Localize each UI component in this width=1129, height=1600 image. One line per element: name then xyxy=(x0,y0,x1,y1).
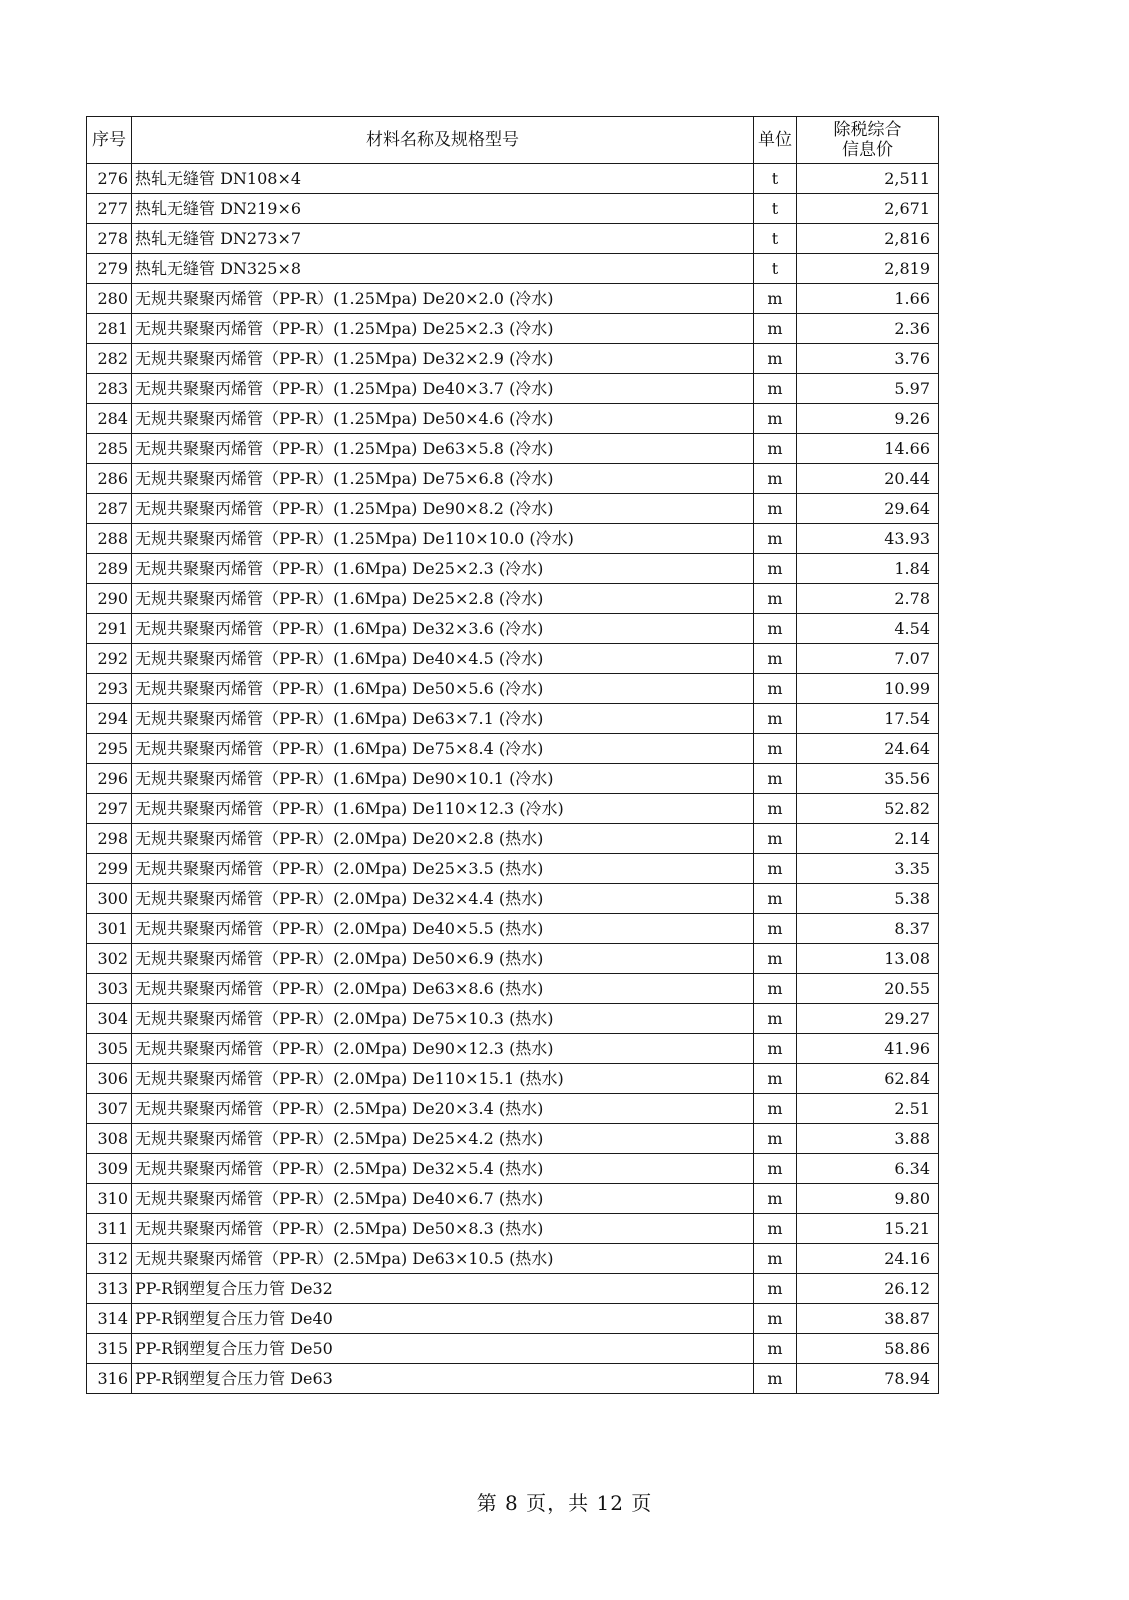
row-name: 无规共聚聚丙烯管（PP-R）(2.5Mpa) De63×10.5 (热水) xyxy=(132,1244,754,1274)
row-unit: m xyxy=(754,1334,797,1364)
row-name: 无规共聚聚丙烯管（PP-R）(2.0Mpa) De63×8.6 (热水) xyxy=(132,974,754,1004)
row-seq: 293 xyxy=(87,674,132,704)
row-price: 4.54 xyxy=(797,614,939,644)
page-number: 第 8 页，共 12 页 xyxy=(476,1491,653,1515)
table-row xyxy=(87,344,939,374)
row-name: 无规共聚聚丙烯管（PP-R）(2.5Mpa) De40×6.7 (热水) xyxy=(132,1184,754,1214)
price-table xyxy=(86,116,939,1394)
row-price: 58.86 xyxy=(797,1334,939,1364)
row-name: 无规共聚聚丙烯管（PP-R）(1.6Mpa) De90×10.1 (冷水) xyxy=(132,764,754,794)
row-unit: m xyxy=(754,1304,797,1334)
row-seq: 298 xyxy=(87,824,132,854)
row-seq: 299 xyxy=(87,854,132,884)
row-unit: t xyxy=(754,254,797,284)
row-unit: m xyxy=(754,434,797,464)
row-price: 29.27 xyxy=(797,1004,939,1034)
row-unit: m xyxy=(754,1034,797,1064)
row-name: PP-R钢塑复合压力管 De50 xyxy=(132,1334,754,1364)
row-price: 5.38 xyxy=(797,884,939,914)
table-row xyxy=(87,674,939,704)
row-seq: 276 xyxy=(87,164,132,194)
row-name: 无规共聚聚丙烯管（PP-R）(1.25Mpa) De20×2.0 (冷水) xyxy=(132,284,754,314)
table-row xyxy=(87,314,939,344)
row-seq: 285 xyxy=(87,434,132,464)
table-row xyxy=(87,434,939,464)
row-seq: 307 xyxy=(87,1094,132,1124)
row-unit: m xyxy=(754,464,797,494)
row-name: 无规共聚聚丙烯管（PP-R）(1.25Mpa) De110×10.0 (冷水) xyxy=(132,524,754,554)
row-seq: 308 xyxy=(87,1124,132,1154)
row-seq: 277 xyxy=(87,194,132,224)
row-unit: t xyxy=(754,194,797,224)
row-seq: 278 xyxy=(87,224,132,254)
table-row xyxy=(87,1244,939,1274)
row-seq: 290 xyxy=(87,584,132,614)
row-price: 35.56 xyxy=(797,764,939,794)
row-name: 无规共聚聚丙烯管（PP-R）(2.0Mpa) De25×3.5 (热水) xyxy=(132,854,754,884)
row-price: 17.54 xyxy=(797,704,939,734)
row-price: 15.21 xyxy=(797,1214,939,1244)
row-unit: m xyxy=(754,1094,797,1124)
row-name: PP-R钢塑复合压力管 De32 xyxy=(132,1274,754,1304)
row-name: 热轧无缝管 DN273×7 xyxy=(132,224,754,254)
row-name: 无规共聚聚丙烯管（PP-R）(2.0Mpa) De32×4.4 (热水) xyxy=(132,884,754,914)
row-unit: m xyxy=(754,1124,797,1154)
row-seq: 297 xyxy=(87,794,132,824)
table-row xyxy=(87,554,939,584)
row-unit: m xyxy=(754,644,797,674)
table-row xyxy=(87,1184,939,1214)
table-body xyxy=(87,164,939,1394)
table-row xyxy=(87,974,939,1004)
row-seq: 287 xyxy=(87,494,132,524)
row-price: 24.64 xyxy=(797,734,939,764)
row-seq: 279 xyxy=(87,254,132,284)
row-unit: m xyxy=(754,374,797,404)
table-row xyxy=(87,1274,939,1304)
row-unit: m xyxy=(754,554,797,584)
table-row xyxy=(87,494,939,524)
row-seq: 306 xyxy=(87,1064,132,1094)
row-name: 无规共聚聚丙烯管（PP-R）(2.5Mpa) De32×5.4 (热水) xyxy=(132,1154,754,1184)
row-price: 2.36 xyxy=(797,314,939,344)
row-unit: m xyxy=(754,344,797,374)
row-seq: 310 xyxy=(87,1184,132,1214)
row-price: 2.78 xyxy=(797,584,939,614)
row-seq: 291 xyxy=(87,614,132,644)
row-price: 2,816 xyxy=(797,224,939,254)
table-row xyxy=(87,914,939,944)
row-price: 13.08 xyxy=(797,944,939,974)
row-seq: 311 xyxy=(87,1214,132,1244)
row-price: 2,671 xyxy=(797,194,939,224)
row-unit: m xyxy=(754,854,797,884)
row-price: 9.26 xyxy=(797,404,939,434)
row-name: 无规共聚聚丙烯管（PP-R）(1.25Mpa) De40×3.7 (冷水) xyxy=(132,374,754,404)
row-seq: 300 xyxy=(87,884,132,914)
row-price: 29.64 xyxy=(797,494,939,524)
row-unit: m xyxy=(754,734,797,764)
row-seq: 288 xyxy=(87,524,132,554)
table-row xyxy=(87,704,939,734)
row-unit: m xyxy=(754,764,797,794)
row-price: 20.44 xyxy=(797,464,939,494)
row-unit: m xyxy=(754,314,797,344)
row-name: 无规共聚聚丙烯管（PP-R）(2.5Mpa) De25×4.2 (热水) xyxy=(132,1124,754,1154)
header-name: 材料名称及规格型号 xyxy=(132,117,754,164)
header-price xyxy=(797,117,939,164)
table-row xyxy=(87,164,939,194)
row-price: 1.84 xyxy=(797,554,939,584)
row-name: 无规共聚聚丙烯管（PP-R）(1.6Mpa) De63×7.1 (冷水) xyxy=(132,704,754,734)
row-price: 6.34 xyxy=(797,1154,939,1184)
row-name: 无规共聚聚丙烯管（PP-R）(1.6Mpa) De25×2.8 (冷水) xyxy=(132,584,754,614)
row-seq: 281 xyxy=(87,314,132,344)
header-seq: 序号 xyxy=(87,117,132,164)
row-seq: 284 xyxy=(87,404,132,434)
row-seq: 305 xyxy=(87,1034,132,1064)
row-price: 20.55 xyxy=(797,974,939,1004)
row-name: 无规共聚聚丙烯管（PP-R）(1.25Mpa) De50×4.6 (冷水) xyxy=(132,404,754,434)
row-name: 无规共聚聚丙烯管（PP-R）(1.6Mpa) De75×8.4 (冷水) xyxy=(132,734,754,764)
row-unit: m xyxy=(754,674,797,704)
row-seq: 283 xyxy=(87,374,132,404)
row-seq: 292 xyxy=(87,644,132,674)
row-unit: m xyxy=(754,1004,797,1034)
row-name: 无规共聚聚丙烯管（PP-R）(1.25Mpa) De25×2.3 (冷水) xyxy=(132,314,754,344)
row-seq: 309 xyxy=(87,1154,132,1184)
row-name: 热轧无缝管 DN219×6 xyxy=(132,194,754,224)
row-price: 2.14 xyxy=(797,824,939,854)
row-name: 无规共聚聚丙烯管（PP-R）(2.0Mpa) De20×2.8 (热水) xyxy=(132,824,754,854)
row-price: 9.80 xyxy=(797,1184,939,1214)
table-row xyxy=(87,1034,939,1064)
row-unit: m xyxy=(754,974,797,1004)
table-row xyxy=(87,944,939,974)
row-name: 无规共聚聚丙烯管（PP-R）(2.0Mpa) De110×15.1 (热水) xyxy=(132,1064,754,1094)
row-price: 2,819 xyxy=(797,254,939,284)
row-price: 78.94 xyxy=(797,1364,939,1394)
row-name: 无规共聚聚丙烯管（PP-R）(1.6Mpa) De50×5.6 (冷水) xyxy=(132,674,754,704)
row-name: 热轧无缝管 DN325×8 xyxy=(132,254,754,284)
row-price: 2,511 xyxy=(797,164,939,194)
header-row xyxy=(87,117,939,164)
row-name: 无规共聚聚丙烯管（PP-R）(1.6Mpa) De110×12.3 (冷水) xyxy=(132,794,754,824)
row-unit: m xyxy=(754,1214,797,1244)
row-unit: m xyxy=(754,794,797,824)
row-seq: 304 xyxy=(87,1004,132,1034)
row-seq: 314 xyxy=(87,1304,132,1334)
row-seq: 302 xyxy=(87,944,132,974)
row-price: 3.35 xyxy=(797,854,939,884)
row-seq: 289 xyxy=(87,554,132,584)
row-unit: t xyxy=(754,224,797,254)
table-row xyxy=(87,1214,939,1244)
row-unit: m xyxy=(754,1184,797,1214)
row-unit: m xyxy=(754,524,797,554)
row-seq: 294 xyxy=(87,704,132,734)
table-row xyxy=(87,584,939,614)
row-name: PP-R钢塑复合压力管 De63 xyxy=(132,1364,754,1394)
row-unit: t xyxy=(754,164,797,194)
table-row xyxy=(87,614,939,644)
row-price: 52.82 xyxy=(797,794,939,824)
table-row xyxy=(87,1094,939,1124)
row-name: 无规共聚聚丙烯管（PP-R）(1.25Mpa) De90×8.2 (冷水) xyxy=(132,494,754,524)
row-price: 3.76 xyxy=(797,344,939,374)
header-price-line1: 除税综合 xyxy=(833,120,902,140)
row-price: 5.97 xyxy=(797,374,939,404)
row-name: 无规共聚聚丙烯管（PP-R）(2.0Mpa) De50×6.9 (热水) xyxy=(132,944,754,974)
row-unit: m xyxy=(754,914,797,944)
row-name: 无规共聚聚丙烯管（PP-R）(1.25Mpa) De63×5.8 (冷水) xyxy=(132,434,754,464)
row-name: 无规共聚聚丙烯管（PP-R）(1.25Mpa) De32×2.9 (冷水) xyxy=(132,344,754,374)
row-unit: m xyxy=(754,404,797,434)
table-row xyxy=(87,284,939,314)
row-unit: m xyxy=(754,284,797,314)
row-seq: 315 xyxy=(87,1334,132,1364)
row-unit: m xyxy=(754,1154,797,1184)
row-price: 14.66 xyxy=(797,434,939,464)
table-row xyxy=(87,854,939,884)
table-row xyxy=(87,194,939,224)
row-seq: 303 xyxy=(87,974,132,1004)
row-price: 62.84 xyxy=(797,1064,939,1094)
row-name: 无规共聚聚丙烯管（PP-R）(1.6Mpa) De40×4.5 (冷水) xyxy=(132,644,754,674)
row-unit: m xyxy=(754,494,797,524)
row-name: 无规共聚聚丙烯管（PP-R）(2.0Mpa) De90×12.3 (热水) xyxy=(132,1034,754,1064)
table-row xyxy=(87,824,939,854)
row-name: 无规共聚聚丙烯管（PP-R）(2.0Mpa) De40×5.5 (热水) xyxy=(132,914,754,944)
table-row xyxy=(87,1304,939,1334)
table-row xyxy=(87,254,939,284)
table-row xyxy=(87,1364,939,1394)
row-price: 41.96 xyxy=(797,1034,939,1064)
row-seq: 280 xyxy=(87,284,132,314)
row-seq: 316 xyxy=(87,1364,132,1394)
row-price: 8.37 xyxy=(797,914,939,944)
row-seq: 312 xyxy=(87,1244,132,1274)
row-seq: 282 xyxy=(87,344,132,374)
table-row xyxy=(87,1124,939,1154)
table-row xyxy=(87,464,939,494)
row-unit: m xyxy=(754,884,797,914)
row-unit: m xyxy=(754,584,797,614)
row-name: 无规共聚聚丙烯管（PP-R）(2.5Mpa) De50×8.3 (热水) xyxy=(132,1214,754,1244)
row-price: 3.88 xyxy=(797,1124,939,1154)
row-name: 热轧无缝管 DN108×4 xyxy=(132,164,754,194)
row-price: 26.12 xyxy=(797,1274,939,1304)
row-unit: m xyxy=(754,1364,797,1394)
row-unit: m xyxy=(754,1064,797,1094)
table-row xyxy=(87,1004,939,1034)
table-row xyxy=(87,1334,939,1364)
table-row xyxy=(87,524,939,554)
row-unit: m xyxy=(754,824,797,854)
row-unit: m xyxy=(754,614,797,644)
row-name: PP-R钢塑复合压力管 De40 xyxy=(132,1304,754,1334)
table-row xyxy=(87,1064,939,1094)
row-price: 10.99 xyxy=(797,674,939,704)
row-seq: 301 xyxy=(87,914,132,944)
row-price: 1.66 xyxy=(797,284,939,314)
row-name: 无规共聚聚丙烯管（PP-R）(1.25Mpa) De75×6.8 (冷水) xyxy=(132,464,754,494)
header-unit: 单位 xyxy=(754,117,797,164)
row-name: 无规共聚聚丙烯管（PP-R）(2.5Mpa) De20×3.4 (热水) xyxy=(132,1094,754,1124)
row-price: 7.07 xyxy=(797,644,939,674)
row-name: 无规共聚聚丙烯管（PP-R）(1.6Mpa) De25×2.3 (冷水) xyxy=(132,554,754,584)
row-seq: 313 xyxy=(87,1274,132,1304)
row-seq: 295 xyxy=(87,734,132,764)
table-row xyxy=(87,1154,939,1184)
row-seq: 286 xyxy=(87,464,132,494)
row-unit: m xyxy=(754,944,797,974)
row-seq: 296 xyxy=(87,764,132,794)
table-row xyxy=(87,374,939,404)
table-row xyxy=(87,764,939,794)
table-row xyxy=(87,404,939,434)
row-price: 38.87 xyxy=(797,1304,939,1334)
table-header xyxy=(87,117,939,164)
row-name: 无规共聚聚丙烯管（PP-R）(2.0Mpa) De75×10.3 (热水) xyxy=(132,1004,754,1034)
row-unit: m xyxy=(754,704,797,734)
row-unit: m xyxy=(754,1274,797,1304)
row-name: 无规共聚聚丙烯管（PP-R）(1.6Mpa) De32×3.6 (冷水) xyxy=(132,614,754,644)
table-row xyxy=(87,734,939,764)
table-row xyxy=(87,794,939,824)
row-price: 43.93 xyxy=(797,524,939,554)
table-row xyxy=(87,644,939,674)
row-unit: m xyxy=(754,1244,797,1274)
row-price: 24.16 xyxy=(797,1244,939,1274)
table-row xyxy=(87,224,939,254)
row-price: 2.51 xyxy=(797,1094,939,1124)
table-row xyxy=(87,884,939,914)
header-price-line2: 信息价 xyxy=(842,140,893,160)
